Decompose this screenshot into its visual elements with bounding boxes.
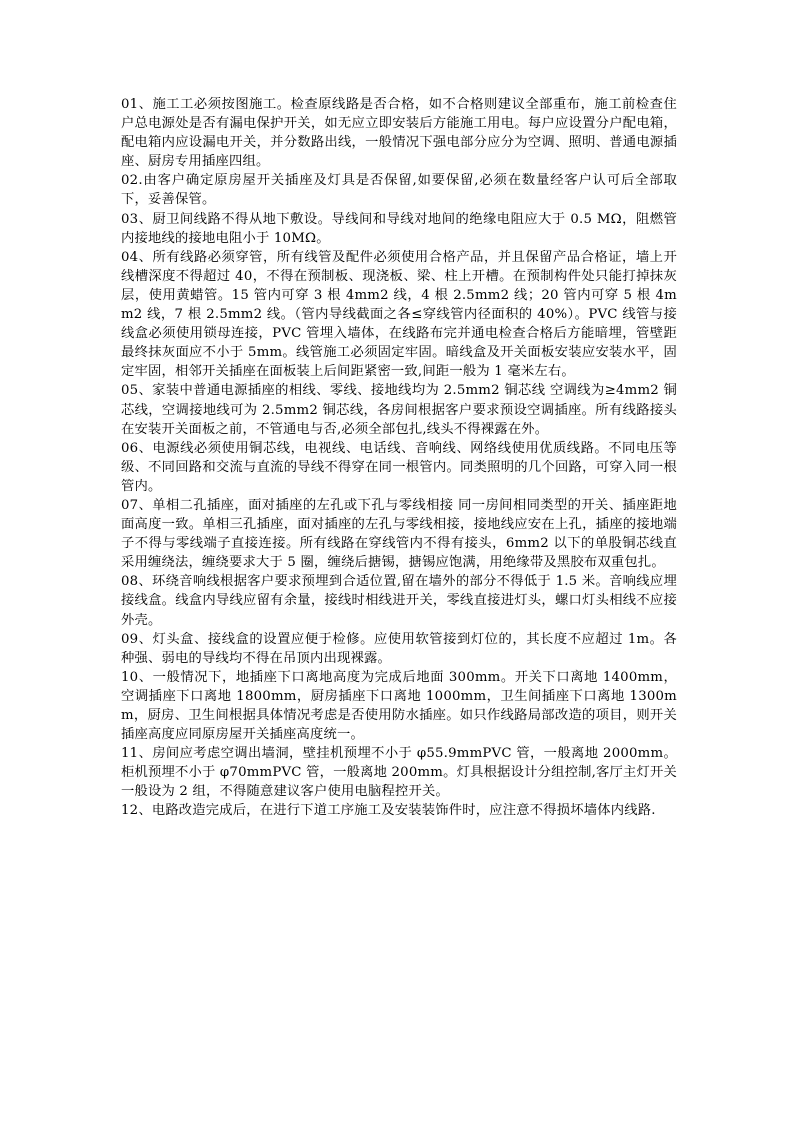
paragraph-01: 01、施工工必须按图施工。检查原线路是否合格，如不合格则建议全部重布，施工前检查住户总电源处是否有漏电保护开关，如无应立即安装后方能施工用电。每户应设置分户配电箱，配电箱内应设漏电开关，并分数路出线，一般情况下强电部分应分为空调、照明、普通电源插座、厨房专用插座四组。 — [121, 97, 677, 170]
document-body — [121, 95, 677, 821]
paragraph-11: 11、房间应考虑空调出墙洞，壁挂机预埋不小于 φ55.9mmPVC 管，一般离地 2000mm。柜机预埋不小于 φ70mmPVC 管，一般离地 200mm。灯具根据设计分组控制,客厅主灯开关一般设为 2 组，不得随意建议客户使用电脑程控开关。 — [121, 746, 677, 800]
paragraph-10: 10、一般情况下，地插座下口离地高度为完成后地面 300mm。开关下口离地 1400mm，空调插座下口离地 1800mm，厨房插座下口离地 1000mm，卫生间插座下口离地 1300mm，厨房、卫生间根据具体情况考虑是否使用防水插座。如只作线路局部改造的项目，则开关插座高度应同原房屋开关插座高度统一。 — [121, 669, 677, 743]
paragraph-09: 09、灯头盒、接线盒的设置应便于检修。应使用软管接到灯位的，其长度不应超过 1m。各种强、弱电的导线均不得在吊顶内出现裸露。 — [121, 631, 677, 666]
paragraph-04: 04、所有线路必须穿管，所有线管及配件必须使用合格产品，并且保留产品合格证，墙上开线槽深度不得超过 40，不得在预制板、现浇板、梁、柱上开槽。在预制构件处只能打掉抹灰层，使用黄蜡管。15 管内可穿 3 根 4mm2 线，4 根 2.5mm2 线；20 管内可穿 5 根 4mm2 线，7 根 2.5mm2 线。（管内导线截面之各≤穿线管内径面积的 40%）。PVC 线管与接线盒必须使用锁母连接，PVC 管埋入墙体，在线路布完并通电检查合格后方能暗埋，管壁距最终抹灰面应不小于 5mm。线管施工必须固定牢固。暗线盒及开关面板安装应安装水平，固定牢固，相邻开关插座在面板装上后间距紧密一致,间距一般为 1 毫米左右。 — [121, 249, 677, 380]
paragraph-12: 12、电路改造完成后，在进行下道工序施工及安装装饰件时，应注意不得损坏墙体内线路. — [121, 803, 656, 819]
paragraph-08: 08、环绕音响线根据客户要求预埋到合适位置,留在墙外的部分不得低于 1.5 米。音响线应埋接线盒。线盒内导线应留有余量，接线时相线进开关，零线直接进灯头，螺口灯头相线不应接外壳。 — [121, 574, 677, 628]
paragraph-05: 05、家装中普通电源插座的相线、零线、接地线均为 2.5mm2 铜芯线 空调线为≥4mm2 铜芯线，空调接地线可为 2.5mm2 铜芯线，各房间根据客户要求预设空调插座。所有线路接头在安装开关面板之前，不管通电与否,必须全部包扎,线头不得裸露在外。 — [121, 383, 677, 437]
paragraph-07: 07、单相二孔插座，面对插座的左孔或下孔与零线相接 同一房间相同类型的开关、插座距地面高度一致。单相三孔插座，面对插座的左孔与零线相接，接地线应安在上孔，插座的接地端子不得与零线端子直接连接。所有线路在穿线管内不得有接头，6mm2 以下的单股铜芯线直采用缠绕法，缠绕要求大于 5 圈，缠绕后搪锡，搪锡应饱满，用绝缘带及黑胶布双重包扎。 — [121, 497, 677, 571]
paragraph-02: 02.由客户确定原房屋开关插座及灯具是否保留,如要保留,必须在数量经客户认可后全部取下，妥善保管。 — [121, 173, 677, 208]
paragraph-03: 03、厨卫间线路不得从地下敷设。导线间和导线对地间的绝缘电阻应大于 0.5 MΩ，阻燃管内接地线的接地电阻小于 10MΩ。 — [121, 211, 677, 246]
paragraph-06: 06、电源线必须使用铜芯线，电视线、电话线、音响线、网络线使用优质线路。不同电压等级、不同回路和交流与直流的导线不得穿在同一根管内。同类照明的几个回路，可穿入同一根管内。 — [121, 440, 677, 494]
